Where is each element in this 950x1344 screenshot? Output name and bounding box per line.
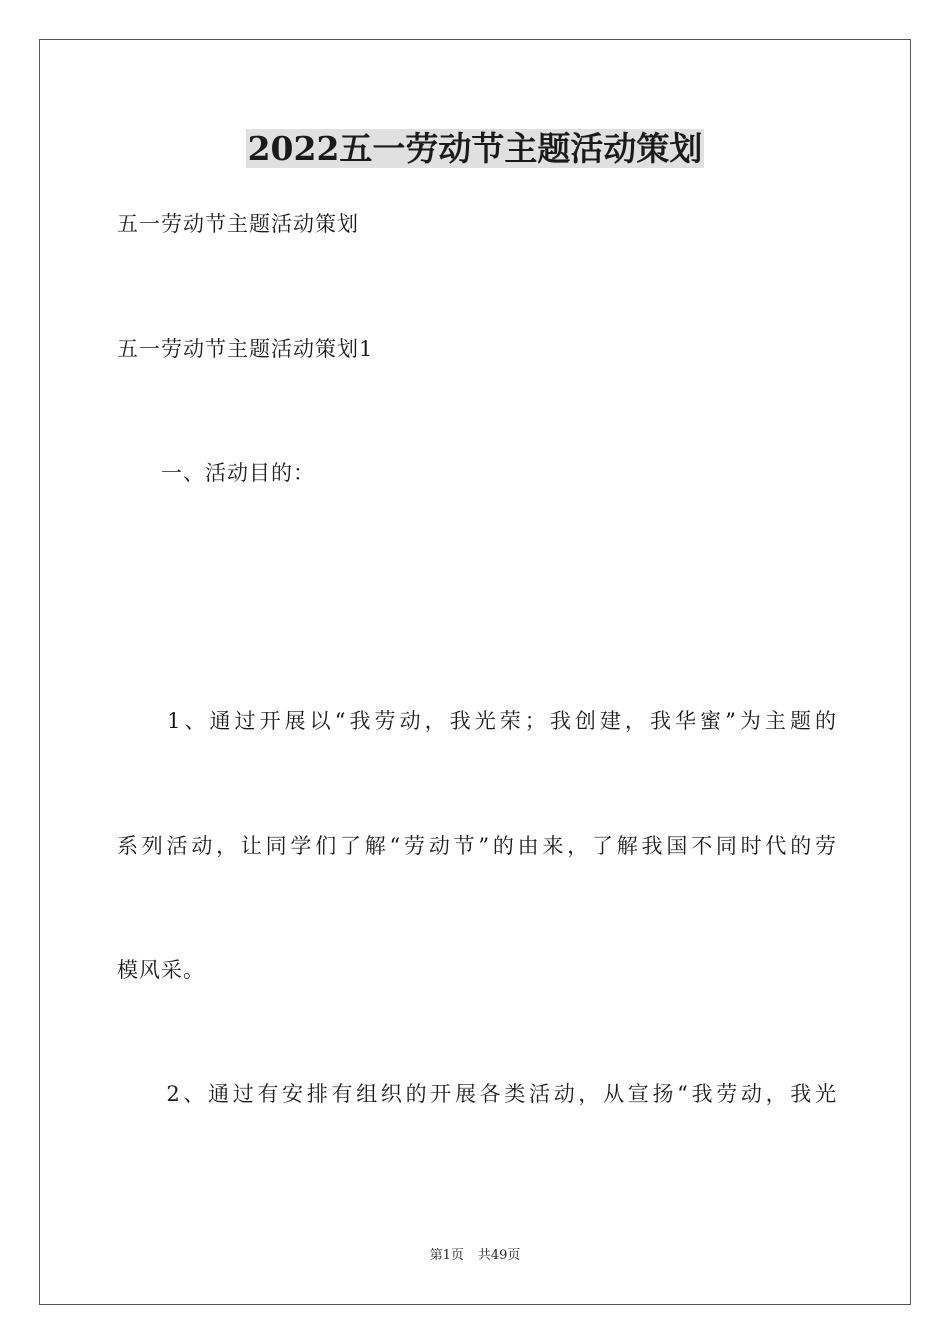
paragraph-line: 2、通过有安排有组织的开展各类活动，从宣扬“我劳动，我光 xyxy=(117,1082,837,1106)
document-title xyxy=(0,128,950,170)
paragraph-line: 系列活动，让同学们了解“劳动节”的由来，了解我国不同时代的劳 xyxy=(117,834,837,858)
subtitle-line: 五一劳动节主题活动策划 xyxy=(117,212,359,236)
total-pages: 共49页 xyxy=(477,1248,521,1263)
paragraph-line: 模风采。 xyxy=(117,958,205,982)
document-title-text: 2022五一劳动节主题活动策划 xyxy=(247,129,703,168)
paragraph-line: 1、通过开展以“我劳动，我光荣；我创建，我华蜜”为主题的 xyxy=(117,709,837,733)
section-heading: 五一劳动节主题活动策划1 xyxy=(117,337,374,361)
page-footer xyxy=(0,1247,950,1265)
page-number: 第1页 xyxy=(429,1248,464,1263)
heading-activity-purpose: 一、活动目的： xyxy=(117,461,315,485)
